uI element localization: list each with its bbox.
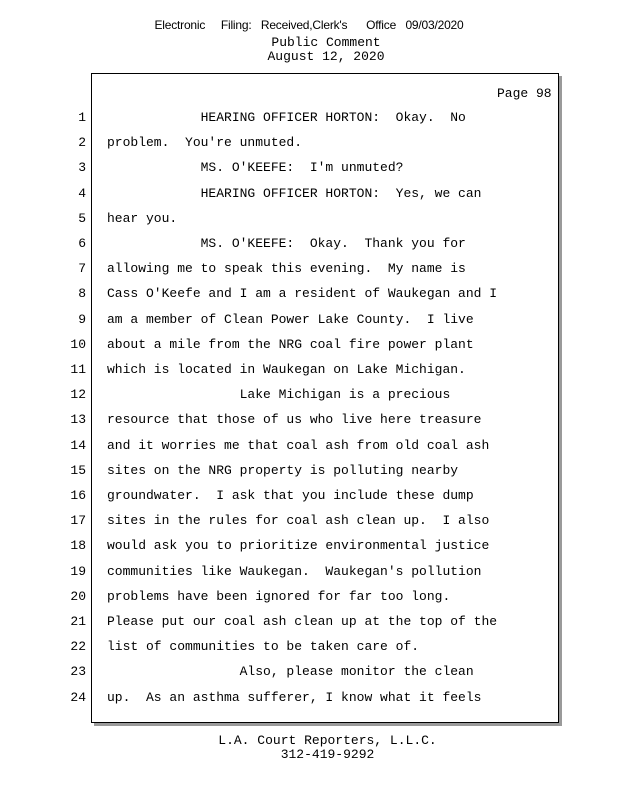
transcript-line: hear you. <box>107 210 178 226</box>
line-number: 1 <box>78 110 86 125</box>
line-number: 19 <box>70 563 86 579</box>
line-number: 7 <box>78 261 86 277</box>
transcript-line: allowing me to speak this evening. My name is <box>107 261 466 277</box>
transcript-line: up. As an asthma sufferer, I know what it feels <box>107 689 482 705</box>
line-number: 10 <box>70 336 86 352</box>
page-number: Page 98 <box>497 86 552 101</box>
transcript-line: problem. You're unmuted. <box>107 135 303 151</box>
line-number: 6 <box>78 236 86 251</box>
transcript-line: would ask you to prioritize environmental justice <box>107 538 490 554</box>
transcript-line: which is located in Waukegan on Lake Michigan. <box>107 362 466 377</box>
footer-company: L.A. Court Reporters, L.L.C. <box>218 733 437 748</box>
transcript-line: about a mile from the NRG coal fire power plant <box>107 336 474 352</box>
transcript-line: resource that those of us who live here treasure <box>107 412 482 428</box>
line-number: 3 <box>78 160 86 176</box>
transcript-line: communities like Waukegan. Waukegan's pollution <box>107 563 482 579</box>
line-number: 12 <box>70 387 86 403</box>
line-number: 17 <box>70 513 86 529</box>
line-number: 16 <box>70 488 86 503</box>
transcript-line: HEARING OFFICER HORTON: Yes, we can <box>107 185 482 201</box>
transcript-line: Cass O'Keefe and I am a resident of Waukegan and I <box>107 286 498 302</box>
document-date: August 12, 2020 <box>267 49 385 64</box>
line-number: 22 <box>70 639 86 655</box>
transcript-line: list of communities to be taken care of. <box>107 639 420 655</box>
transcript-line: sites on the NRG property is polluting nearby <box>107 462 459 478</box>
document-title: Public Comment <box>271 35 381 50</box>
transcript-line: Also, please monitor the clean <box>107 664 474 680</box>
line-number: 23 <box>70 664 86 680</box>
line-number: 15 <box>70 462 86 478</box>
transcript-line: MS. O'KEEFE: Okay. Thank you for <box>107 236 466 251</box>
transcript-line: MS. O'KEEFE: I'm unmuted? <box>107 160 404 176</box>
line-number: 24 <box>70 689 86 705</box>
line-number: 21 <box>70 614 86 629</box>
footer-phone: 312-419-9292 <box>280 747 375 762</box>
transcript-line: sites in the rules for coal ash clean up. I also <box>107 513 490 529</box>
line-number: 14 <box>70 437 86 453</box>
line-number: 20 <box>70 588 86 604</box>
line-number: 11 <box>70 362 86 377</box>
transcript-line: problems have been ignored for far too long. <box>107 588 451 604</box>
filing-stamp: Electronic Filing: Received,Clerk's Office 09/03/2020 <box>154 18 464 32</box>
transcript-line: HEARING OFFICER HORTON: Okay. No <box>107 110 466 125</box>
line-number: 4 <box>78 185 86 201</box>
line-number: 13 <box>70 412 86 428</box>
transcript-line: Please put our coal ash clean up at the top of the <box>107 614 498 629</box>
line-number: 9 <box>78 311 86 327</box>
line-number: 18 <box>70 538 86 554</box>
line-number: 2 <box>78 135 86 151</box>
transcript-line: and it worries me that coal ash from old coal ash <box>107 437 490 453</box>
transcript-line: Lake Michigan is a precious <box>107 387 451 403</box>
line-number: 5 <box>78 210 86 226</box>
line-number: 8 <box>78 286 86 302</box>
transcript-line: am a member of Clean Power Lake County. I live <box>107 311 474 327</box>
transcript-line: groundwater. I ask that you include these dump <box>107 488 474 503</box>
